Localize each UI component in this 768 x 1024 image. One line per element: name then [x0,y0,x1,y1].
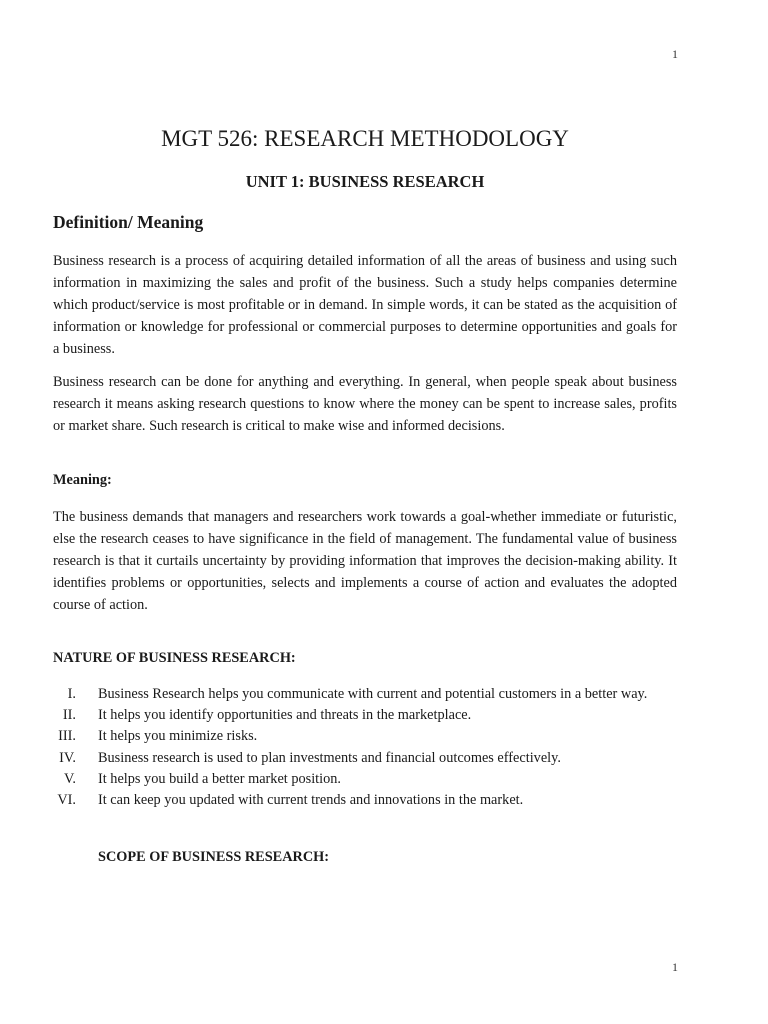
meaning-heading: Meaning: [53,472,112,488]
page-number-top: 1 [672,47,678,61]
list-item [53,684,677,705]
list-item [53,769,677,790]
scope-heading: SCOPE OF BUSINESS RESEARCH: [98,849,330,865]
list-item-text: It helps you build a better market position. [98,770,341,787]
list-item-number: V. [63,770,76,787]
list-item-number: IV. [59,749,76,766]
list-item-text: It helps you identify opportunities and threats in the marketplace. [98,707,472,724]
list-item [53,790,677,811]
list-item-text: It helps you minimize risks. [98,728,258,745]
document-title: MGT 526: RESEARCH METHODOLOGY [161,126,569,151]
paragraph-meaning: The business demands that managers and researchers work towards a goal-whether immediate or futuristic, else the research ceases to have significance in the field of management. The fundamental value of business research is that it curtails uncertainty by providing information that improves the decision-making ability. It identifies problems or opportunities, selects and implements a course of action and evaluates the adopted course of action. [53,509,677,613]
list-item-number: VI. [57,792,76,809]
list-item [53,748,677,769]
page-number-bottom: 1 [672,960,678,974]
list-item-number: III. [58,728,76,745]
paragraph-scope-general: Business research can be done for anything and everything. In general, when people speak about business research it means asking research questions to know where the money can be spent to increase sales, profits or market share. Such research is critical to make wise and informed decisions. [53,374,677,434]
list-item-number: I. [67,686,76,702]
paragraph-definition: Business research is a process of acquiring detailed information of all the areas of business and using such information in maximizing the sales and profit of the business. Such a study helps companies determine which product/service is most profitable or in demand. In simple words, it can be stated as the acquisition of information or knowledge for professional or commercial purposes to determine opportunities and goals for a business. [53,253,677,357]
definition-heading: Definition/ Meaning [53,212,204,232]
unit-heading: UNIT 1: BUSINESS RESEARCH [245,172,485,191]
list-item-text: Business Research helps you communicate with current and potential customers in a better way. [98,686,648,702]
list-item [53,726,677,747]
nature-list [53,684,677,811]
list-item-text: Business research is used to plan investments and financial outcomes effectively. [98,749,561,766]
list-item [53,705,677,726]
list-item-text: It can keep you updated with current trends and innovations in the market. [98,792,524,809]
list-item-number: II. [62,707,76,724]
nature-heading: NATURE OF BUSINESS RESEARCH: [53,650,296,666]
